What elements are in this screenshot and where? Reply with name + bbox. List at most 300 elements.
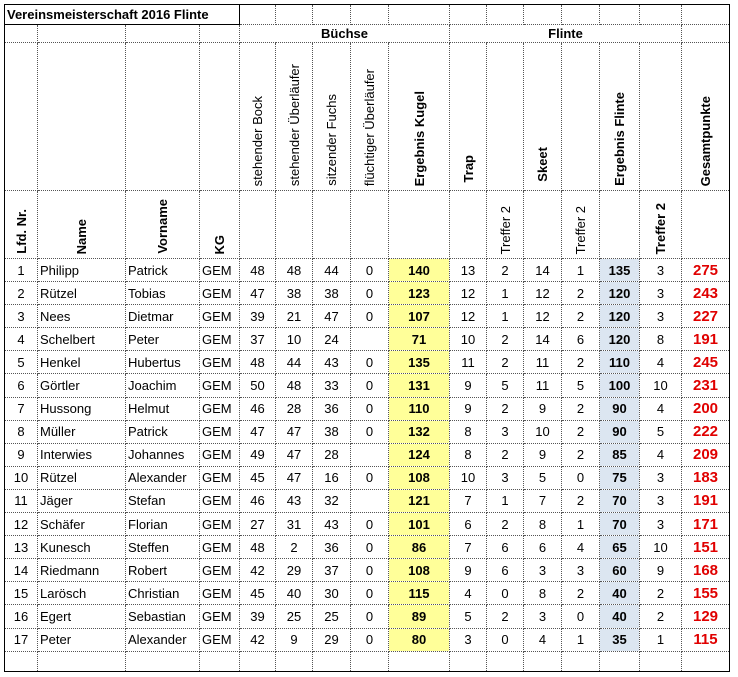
table-row xyxy=(5,305,730,328)
flinte-treffer2-cell: 8 xyxy=(640,328,682,351)
trap-cell: 5 xyxy=(450,605,487,628)
last-name-cell: Kunesch xyxy=(38,536,126,559)
skeet-cell: 10 xyxy=(524,420,562,443)
ergebnis-flinte-cell: 35 xyxy=(600,628,640,651)
stehender-ueberlaeufer-cell: 31 xyxy=(276,513,313,536)
trap-treffer2-cell: 3 xyxy=(487,466,524,489)
trap-cell: 3 xyxy=(450,628,487,651)
skeet-cell: 14 xyxy=(524,259,562,282)
stehender-bock-cell: 50 xyxy=(240,374,276,397)
kg-cell: GEM xyxy=(200,513,240,536)
ergebnis-flinte-cell: 90 xyxy=(600,420,640,443)
stehender-ueberlaeufer-cell: 48 xyxy=(276,259,313,282)
sitzender-fuchs-cell: 33 xyxy=(313,374,351,397)
header-ergebnis-flinte: Ergebnis Flinte xyxy=(612,92,627,186)
stehender-bock-cell: 39 xyxy=(240,305,276,328)
stehender-bock-cell: 42 xyxy=(240,628,276,651)
row-number-cell: 9 xyxy=(5,443,38,466)
kg-cell: GEM xyxy=(200,420,240,443)
trap-treffer2-cell: 0 xyxy=(487,582,524,605)
last-name-cell: Interwies xyxy=(38,443,126,466)
fluechtiger-ueberlaeufer-cell xyxy=(351,489,389,512)
last-name-cell: Schelbert xyxy=(38,328,126,351)
ergebnis-kugel-cell: 135 xyxy=(389,351,450,374)
stehender-bock-cell: 46 xyxy=(240,489,276,512)
last-name-cell: Larösch xyxy=(38,582,126,605)
ergebnis-flinte-cell: 100 xyxy=(600,374,640,397)
last-name-cell: Riedmann xyxy=(38,559,126,582)
ergebnis-flinte-cell: 120 xyxy=(600,282,640,305)
skeet-cell: 5 xyxy=(524,466,562,489)
sitzender-fuchs-cell: 30 xyxy=(313,582,351,605)
trap-cell: 7 xyxy=(450,536,487,559)
kg-cell: GEM xyxy=(200,351,240,374)
first-name-cell: Tobias xyxy=(126,282,200,305)
skeet-treffer2-cell: 5 xyxy=(562,374,600,397)
skeet-treffer2-cell: 1 xyxy=(562,628,600,651)
trap-cell: 4 xyxy=(450,582,487,605)
fluechtiger-ueberlaeufer-cell: 0 xyxy=(351,559,389,582)
ergebnis-kugel-cell: 80 xyxy=(389,628,450,651)
skeet-treffer2-cell: 0 xyxy=(562,466,600,489)
trap-cell: 6 xyxy=(450,513,487,536)
header-treffer2-flinte: Treffer 2 xyxy=(653,202,668,254)
results-sheet xyxy=(4,4,730,672)
skeet-cell: 4 xyxy=(524,628,562,651)
gesamtpunkte-cell: 209 xyxy=(682,443,730,466)
trap-treffer2-cell: 2 xyxy=(487,351,524,374)
ergebnis-flinte-cell: 135 xyxy=(600,259,640,282)
ergebnis-kugel-cell: 115 xyxy=(389,582,450,605)
sitzender-fuchs-cell: 28 xyxy=(313,443,351,466)
trap-treffer2-cell: 1 xyxy=(487,282,524,305)
header-lfd-nr: Lfd. Nr. xyxy=(13,209,29,254)
fluechtiger-ueberlaeufer-cell: 0 xyxy=(351,351,389,374)
table-row xyxy=(5,489,730,512)
ergebnis-flinte-cell: 65 xyxy=(600,536,640,559)
table-row xyxy=(5,582,730,605)
stehender-ueberlaeufer-cell: 47 xyxy=(276,420,313,443)
trap-treffer2-cell: 3 xyxy=(487,420,524,443)
trap-cell: 10 xyxy=(450,328,487,351)
last-name-cell: Rützel xyxy=(38,466,126,489)
skeet-cell: 12 xyxy=(524,305,562,328)
sitzender-fuchs-cell: 24 xyxy=(313,328,351,351)
stehender-ueberlaeufer-cell: 29 xyxy=(276,559,313,582)
gesamtpunkte-cell: 191 xyxy=(682,328,730,351)
ergebnis-kugel-cell: 71 xyxy=(389,328,450,351)
first-name-cell: Florian xyxy=(126,513,200,536)
stehender-bock-cell: 48 xyxy=(240,536,276,559)
header-vorname: Vorname xyxy=(155,199,170,254)
ergebnis-flinte-cell: 40 xyxy=(600,605,640,628)
ergebnis-kugel-cell: 132 xyxy=(389,420,450,443)
first-name-cell: Sebastian xyxy=(126,605,200,628)
gesamtpunkte-cell: 183 xyxy=(682,466,730,489)
stehender-ueberlaeufer-cell: 9 xyxy=(276,628,313,651)
table-row xyxy=(5,605,730,628)
last-name-cell: Peter xyxy=(38,628,126,651)
skeet-cell: 7 xyxy=(524,489,562,512)
fluechtiger-ueberlaeufer-cell: 0 xyxy=(351,282,389,305)
header-treffer2-skeet: Treffer 2 xyxy=(573,205,588,254)
ergebnis-flinte-cell: 120 xyxy=(600,328,640,351)
skeet-treffer2-cell: 4 xyxy=(562,536,600,559)
gesamtpunkte-cell: 245 xyxy=(682,351,730,374)
sitzender-fuchs-cell: 36 xyxy=(313,397,351,420)
skeet-treffer2-cell: 2 xyxy=(562,305,600,328)
fluechtiger-ueberlaeufer-cell: 0 xyxy=(351,374,389,397)
fluechtiger-ueberlaeufer-cell: 0 xyxy=(351,397,389,420)
stehender-ueberlaeufer-cell: 25 xyxy=(276,605,313,628)
stehender-bock-cell: 27 xyxy=(240,513,276,536)
ergebnis-flinte-cell: 60 xyxy=(600,559,640,582)
last-name-cell: Rützel xyxy=(38,282,126,305)
row-number-cell: 14 xyxy=(5,559,38,582)
ergebnis-kugel-cell: 108 xyxy=(389,466,450,489)
trap-cell: 8 xyxy=(450,420,487,443)
last-name-cell: Hussong xyxy=(38,397,126,420)
ergebnis-kugel-cell: 124 xyxy=(389,443,450,466)
sitzender-fuchs-cell: 38 xyxy=(313,282,351,305)
stehender-ueberlaeufer-cell: 21 xyxy=(276,305,313,328)
table-row xyxy=(5,513,730,536)
sitzender-fuchs-cell: 25 xyxy=(313,605,351,628)
ergebnis-flinte-cell: 85 xyxy=(600,443,640,466)
skeet-treffer2-cell: 2 xyxy=(562,397,600,420)
skeet-cell: 3 xyxy=(524,559,562,582)
skeet-treffer2-cell: 2 xyxy=(562,443,600,466)
stehender-ueberlaeufer-cell: 47 xyxy=(276,443,313,466)
ergebnis-flinte-cell: 90 xyxy=(600,397,640,420)
skeet-treffer2-cell: 2 xyxy=(562,582,600,605)
sitzender-fuchs-cell: 43 xyxy=(313,513,351,536)
ergebnis-flinte-cell: 70 xyxy=(600,513,640,536)
gesamtpunkte-cell: 227 xyxy=(682,305,730,328)
row-number-cell: 1 xyxy=(5,259,38,282)
stehender-ueberlaeufer-cell: 47 xyxy=(276,466,313,489)
results-table xyxy=(4,4,730,672)
first-name-cell: Alexander xyxy=(126,628,200,651)
ergebnis-kugel-cell: 123 xyxy=(389,282,450,305)
ergebnis-kugel-cell: 101 xyxy=(389,513,450,536)
trap-treffer2-cell: 6 xyxy=(487,536,524,559)
trap-cell: 13 xyxy=(450,259,487,282)
kg-cell: GEM xyxy=(200,536,240,559)
first-name-cell: Helmut xyxy=(126,397,200,420)
header-gesamtpunkte: Gesamtpunkte xyxy=(698,95,713,186)
flinte-treffer2-cell: 3 xyxy=(640,282,682,305)
trap-cell: 10 xyxy=(450,466,487,489)
kg-cell: GEM xyxy=(200,628,240,651)
stehender-bock-cell: 45 xyxy=(240,582,276,605)
table-row xyxy=(5,328,730,351)
skeet-treffer2-cell: 2 xyxy=(562,351,600,374)
last-name-cell: Philipp xyxy=(38,259,126,282)
stehender-bock-cell: 48 xyxy=(240,259,276,282)
gesamtpunkte-cell: 168 xyxy=(682,559,730,582)
gesamtpunkte-cell: 243 xyxy=(682,282,730,305)
flinte-treffer2-cell: 3 xyxy=(640,305,682,328)
trap-treffer2-cell: 6 xyxy=(487,559,524,582)
trap-treffer2-cell: 2 xyxy=(487,397,524,420)
trap-cell: 11 xyxy=(450,351,487,374)
first-name-cell: Joachim xyxy=(126,374,200,397)
ergebnis-kugel-cell: 108 xyxy=(389,559,450,582)
fluechtiger-ueberlaeufer-cell: 0 xyxy=(351,305,389,328)
stehender-bock-cell: 49 xyxy=(240,443,276,466)
skeet-treffer2-cell: 2 xyxy=(562,420,600,443)
table-row xyxy=(5,374,730,397)
sitzender-fuchs-cell: 43 xyxy=(313,351,351,374)
table-row xyxy=(5,628,730,651)
trap-treffer2-cell: 1 xyxy=(487,489,524,512)
trap-treffer2-cell: 2 xyxy=(487,443,524,466)
row-number-cell: 6 xyxy=(5,374,38,397)
flinte-treffer2-cell: 10 xyxy=(640,374,682,397)
fluechtiger-ueberlaeufer-cell: 0 xyxy=(351,536,389,559)
fluechtiger-ueberlaeufer-cell: 0 xyxy=(351,582,389,605)
header-stehender-ueberlaeufer: stehender Überläufer xyxy=(286,63,302,186)
gesamtpunkte-cell: 129 xyxy=(682,605,730,628)
ergebnis-flinte-cell: 75 xyxy=(600,466,640,489)
header-skeet: Skeet xyxy=(535,147,550,182)
gesamtpunkte-cell: 155 xyxy=(682,582,730,605)
kg-cell: GEM xyxy=(200,466,240,489)
trap-treffer2-cell: 2 xyxy=(487,513,524,536)
flinte-treffer2-cell: 2 xyxy=(640,582,682,605)
last-name-cell: Egert xyxy=(38,605,126,628)
group-flinte: Flinte xyxy=(450,25,682,43)
flinte-treffer2-cell: 9 xyxy=(640,559,682,582)
kg-cell: GEM xyxy=(200,282,240,305)
flinte-treffer2-cell: 1 xyxy=(640,628,682,651)
stehender-ueberlaeufer-cell: 48 xyxy=(276,374,313,397)
table-row xyxy=(5,282,730,305)
ergebnis-kugel-cell: 110 xyxy=(389,397,450,420)
kg-cell: GEM xyxy=(200,259,240,282)
ergebnis-kugel-cell: 140 xyxy=(389,259,450,282)
flinte-treffer2-cell: 10 xyxy=(640,536,682,559)
skeet-treffer2-cell: 2 xyxy=(562,489,600,512)
first-name-cell: Dietmar xyxy=(126,305,200,328)
gesamtpunkte-cell: 115 xyxy=(682,628,730,651)
ergebnis-kugel-cell: 107 xyxy=(389,305,450,328)
ergebnis-kugel-cell: 121 xyxy=(389,489,450,512)
fluechtiger-ueberlaeufer-cell: 0 xyxy=(351,513,389,536)
fluechtiger-ueberlaeufer-cell: 0 xyxy=(351,605,389,628)
gesamtpunkte-cell: 231 xyxy=(682,374,730,397)
first-name-cell: Alexander xyxy=(126,466,200,489)
stehender-ueberlaeufer-cell: 28 xyxy=(276,397,313,420)
trap-cell: 12 xyxy=(450,282,487,305)
stehender-bock-cell: 42 xyxy=(240,559,276,582)
row-number-cell: 15 xyxy=(5,582,38,605)
header-fluechtiger-ueberlaeufer: flüchtiger Überläufer xyxy=(362,68,377,186)
last-name-cell: Henkel xyxy=(38,351,126,374)
kg-cell: GEM xyxy=(200,559,240,582)
table-row xyxy=(5,259,730,282)
flinte-treffer2-cell: 4 xyxy=(640,351,682,374)
trap-treffer2-cell: 2 xyxy=(487,605,524,628)
stehender-ueberlaeufer-cell: 43 xyxy=(276,489,313,512)
table-row xyxy=(5,559,730,582)
table-row xyxy=(5,420,730,443)
trap-cell: 9 xyxy=(450,397,487,420)
row-number-cell: 13 xyxy=(5,536,38,559)
ergebnis-flinte-cell: 110 xyxy=(600,351,640,374)
skeet-cell: 9 xyxy=(524,397,562,420)
ergebnis-kugel-cell: 131 xyxy=(389,374,450,397)
skeet-cell: 6 xyxy=(524,536,562,559)
skeet-cell: 8 xyxy=(524,513,562,536)
results-rows xyxy=(5,259,730,652)
skeet-cell: 12 xyxy=(524,282,562,305)
stehender-ueberlaeufer-cell: 44 xyxy=(276,351,313,374)
first-name-cell: Christian xyxy=(126,582,200,605)
flinte-treffer2-cell: 3 xyxy=(640,489,682,512)
flinte-treffer2-cell: 5 xyxy=(640,420,682,443)
gesamtpunkte-cell: 151 xyxy=(682,536,730,559)
header-stehender-bock: stehender Bock xyxy=(250,95,265,186)
skeet-cell: 8 xyxy=(524,582,562,605)
ergebnis-flinte-cell: 40 xyxy=(600,582,640,605)
skeet-cell: 9 xyxy=(524,443,562,466)
trap-treffer2-cell: 5 xyxy=(487,374,524,397)
first-name-cell: Hubertus xyxy=(126,351,200,374)
trap-cell: 7 xyxy=(450,489,487,512)
kg-cell: GEM xyxy=(200,305,240,328)
sitzender-fuchs-cell: 44 xyxy=(313,259,351,282)
kg-cell: GEM xyxy=(200,489,240,512)
kg-cell: GEM xyxy=(200,374,240,397)
stehender-ueberlaeufer-cell: 38 xyxy=(276,282,313,305)
header-trap: Trap xyxy=(460,154,476,182)
sitzender-fuchs-cell: 38 xyxy=(313,420,351,443)
stehender-ueberlaeufer-cell: 10 xyxy=(276,328,313,351)
flinte-treffer2-cell: 3 xyxy=(640,466,682,489)
sitzender-fuchs-cell: 16 xyxy=(313,466,351,489)
gesamtpunkte-cell: 200 xyxy=(682,397,730,420)
row-number-cell: 8 xyxy=(5,420,38,443)
fluechtiger-ueberlaeufer-cell xyxy=(351,443,389,466)
ergebnis-kugel-cell: 89 xyxy=(389,605,450,628)
kg-cell: GEM xyxy=(200,605,240,628)
first-name-cell: Johannes xyxy=(126,443,200,466)
table-row xyxy=(5,351,730,374)
trap-cell: 9 xyxy=(450,559,487,582)
kg-cell: GEM xyxy=(200,328,240,351)
fluechtiger-ueberlaeufer-cell: 0 xyxy=(351,420,389,443)
kg-cell: GEM xyxy=(200,582,240,605)
row-number-cell: 12 xyxy=(5,513,38,536)
sitzender-fuchs-cell: 32 xyxy=(313,489,351,512)
first-name-cell: Stefan xyxy=(126,489,200,512)
skeet-cell: 11 xyxy=(524,351,562,374)
first-name-cell: Patrick xyxy=(126,420,200,443)
first-name-cell: Patrick xyxy=(126,259,200,282)
ergebnis-kugel-cell: 86 xyxy=(389,536,450,559)
gesamtpunkte-cell: 171 xyxy=(682,513,730,536)
sitzender-fuchs-cell: 29 xyxy=(313,628,351,651)
table-row xyxy=(5,536,730,559)
skeet-treffer2-cell: 1 xyxy=(562,513,600,536)
header-kg: KG xyxy=(212,234,227,254)
stehender-bock-cell: 48 xyxy=(240,351,276,374)
last-name-cell: Nees xyxy=(38,305,126,328)
row-number-cell: 4 xyxy=(5,328,38,351)
first-name-cell: Robert xyxy=(126,559,200,582)
skeet-cell: 3 xyxy=(524,605,562,628)
row-number-cell: 2 xyxy=(5,282,38,305)
skeet-treffer2-cell: 2 xyxy=(562,282,600,305)
kg-cell: GEM xyxy=(200,443,240,466)
row-number-cell: 10 xyxy=(5,466,38,489)
sitzender-fuchs-cell: 37 xyxy=(313,559,351,582)
skeet-treffer2-cell: 0 xyxy=(562,605,600,628)
stehender-ueberlaeufer-cell: 2 xyxy=(276,536,313,559)
flinte-treffer2-cell: 3 xyxy=(640,259,682,282)
stehender-ueberlaeufer-cell: 40 xyxy=(276,582,313,605)
fluechtiger-ueberlaeufer-cell: 0 xyxy=(351,259,389,282)
header-name: Name xyxy=(74,218,89,254)
skeet-treffer2-cell: 3 xyxy=(562,559,600,582)
header-treffer2-trap: Treffer 2 xyxy=(497,205,513,254)
sitzender-fuchs-cell: 36 xyxy=(313,536,351,559)
flinte-treffer2-cell: 3 xyxy=(640,513,682,536)
first-name-cell: Peter xyxy=(126,328,200,351)
table-row xyxy=(5,443,730,466)
gesamtpunkte-cell: 222 xyxy=(682,420,730,443)
group-buechse: Büchse xyxy=(240,25,450,43)
flinte-treffer2-cell: 4 xyxy=(640,443,682,466)
fluechtiger-ueberlaeufer-cell: 0 xyxy=(351,466,389,489)
skeet-treffer2-cell: 1 xyxy=(562,259,600,282)
kg-cell: GEM xyxy=(200,397,240,420)
stehender-bock-cell: 39 xyxy=(240,605,276,628)
row-number-cell: 5 xyxy=(5,351,38,374)
row-number-cell: 3 xyxy=(5,305,38,328)
trap-treffer2-cell: 1 xyxy=(487,305,524,328)
row-number-cell: 17 xyxy=(5,628,38,651)
last-name-cell: Jäger xyxy=(38,489,126,512)
stehender-bock-cell: 46 xyxy=(240,397,276,420)
stehender-bock-cell: 45 xyxy=(240,466,276,489)
trap-treffer2-cell: 2 xyxy=(487,259,524,282)
sheet-title: Vereinsmeisterschaft 2016 Flinte xyxy=(5,5,240,25)
first-name-cell: Steffen xyxy=(126,536,200,559)
stehender-bock-cell: 37 xyxy=(240,328,276,351)
fluechtiger-ueberlaeufer-cell xyxy=(351,328,389,351)
header-sitzender-fuchs: sitzender Fuchs xyxy=(324,94,339,186)
trap-cell: 8 xyxy=(450,443,487,466)
sitzender-fuchs-cell: 47 xyxy=(313,305,351,328)
stehender-bock-cell: 47 xyxy=(240,420,276,443)
trap-cell: 12 xyxy=(450,305,487,328)
table-row xyxy=(5,397,730,420)
last-name-cell: Müller xyxy=(38,420,126,443)
table-row xyxy=(5,466,730,489)
row-number-cell: 16 xyxy=(5,605,38,628)
flinte-treffer2-cell: 4 xyxy=(640,397,682,420)
skeet-treffer2-cell: 6 xyxy=(562,328,600,351)
trap-treffer2-cell: 0 xyxy=(487,628,524,651)
ergebnis-flinte-cell: 120 xyxy=(600,305,640,328)
stehender-bock-cell: 47 xyxy=(240,282,276,305)
row-number-cell: 7 xyxy=(5,397,38,420)
ergebnis-flinte-cell: 70 xyxy=(600,489,640,512)
row-number-cell: 11 xyxy=(5,489,38,512)
